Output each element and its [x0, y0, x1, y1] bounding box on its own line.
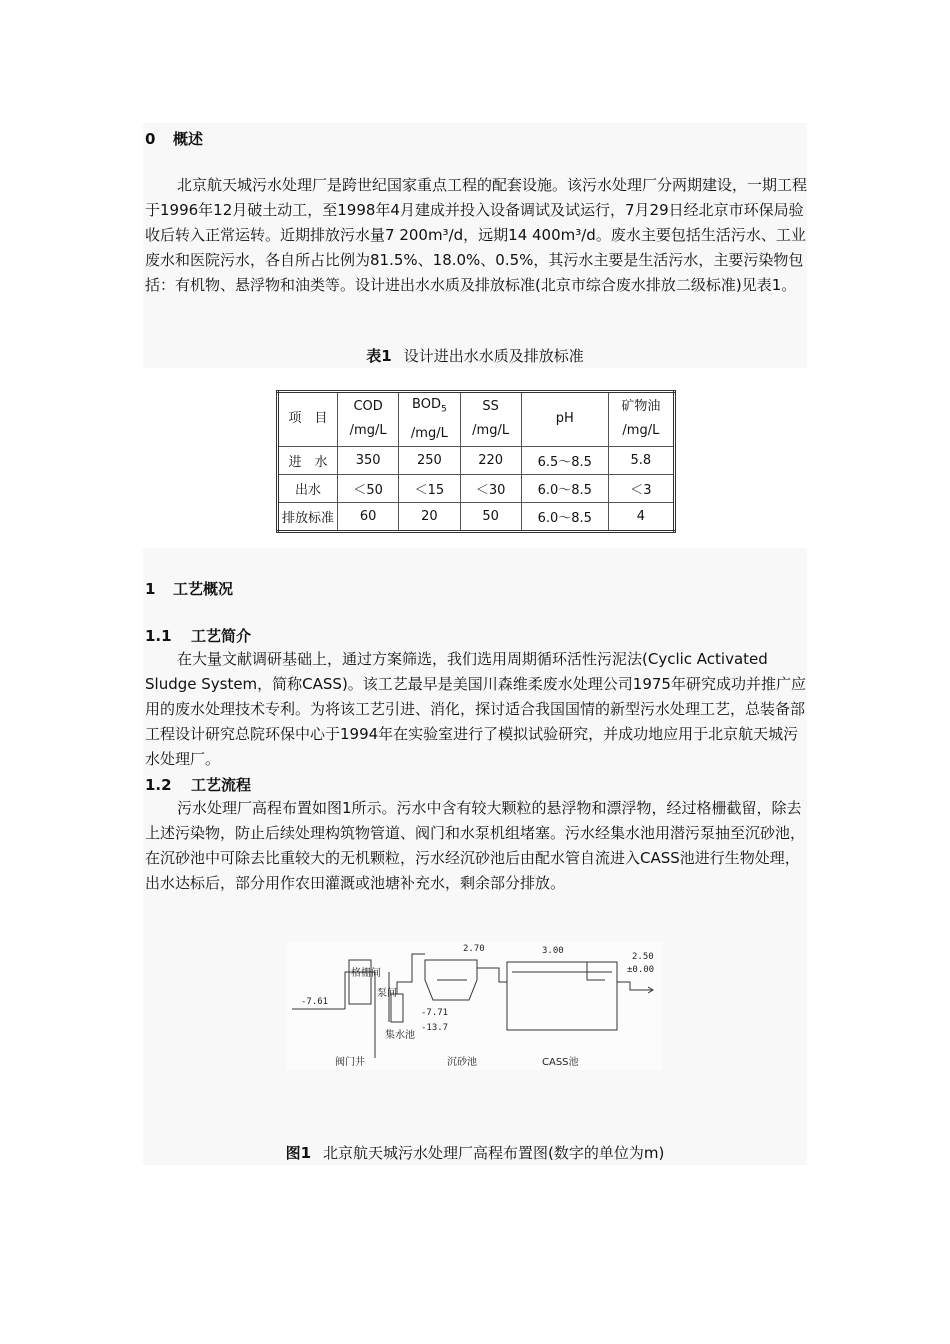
elevation-diagram [287, 942, 662, 1070]
table-cell: 进 水 [278, 446, 338, 474]
section-1-2-paragraph: 污水处理厂高程布置如图1所示。污水中含有较大颗粒的悬浮物和漂浮物，经过格栅截留，除去上述污染物，防止后续处理构筑物管道、阀门和水泵机组堵塞。污水经集水池用潜污泵抽至沉砂池，在沉砂池中可除去比重较大的无机颗粒，污水经沉砂池后由配水管自流进入CASS池进行生物处理，出水达标后，部分用作农田灌溉或池塘补充水，剩余部分排放。 [145, 799, 806, 892]
table-1-label: 表1 [366, 347, 392, 365]
figure-1-title: 北京航天城污水处理厂高程布置图(数字的单位为m) [323, 1144, 665, 1162]
section-0-number: 0 [145, 130, 156, 148]
table-1-caption [143, 345, 807, 366]
header-ss: SS /mg/L [460, 392, 521, 447]
section-1-1-title: 工艺简介 [191, 627, 252, 645]
table-cell: 250 [399, 446, 460, 474]
header-ph: pH [521, 392, 608, 447]
section-0-paragraph: 北京航天城污水处理厂是跨世纪国家重点工程的配套设施。该污水处理厂分两期建设，一期工程于1996年12月破土动工，至1998年4月建成并投入设备调试及试运行，7月29日经北京市环保局验收后转入正常运转。近期排放污水量7 200m³/d，远期14 400m³/d。废水主要包括生活污水、工业废水和医院污水，各自所占比例为81.5%、18.0%、0.5%，其污水主要是生活污水，主要污染物包括：有机物、悬浮物和油类等。设计进出水水质及排放标准(北京市综合废水排放二级标准)见表1。 [145, 176, 808, 294]
table-cell: 4 [608, 502, 674, 531]
table-cell: 5.8 [608, 446, 674, 474]
table-cell: 350 [338, 446, 399, 474]
elevation-diagram-drawing [287, 942, 662, 1070]
table-1-title: 设计进出水水质及排放标准 [403, 347, 584, 365]
section-1-2-number: 1.2 [145, 776, 172, 794]
section-0-heading [145, 128, 203, 149]
valve-well-label: 阀门井 [335, 1057, 365, 1068]
table-cell: ＜3 [608, 474, 674, 502]
elevation-label: 3.00 [542, 946, 564, 956]
table-cell: 50 [460, 502, 521, 531]
section-1-1-paragraph: 在大量文献调研基础上，通过方案筛选，我们选用周期循环活性污泥法(Cyclic Activated Sludge System，简称CASS)。该工艺最早是美国川森维柔废水处理公司1975年研究成功并推广应用的废水处理技术专利。为将该工艺引进、消化，探讨适合我国国情的新型污水处理工艺，总装备部工程设计研究总院环保中心于1994年在实验室进行了模拟试验研究，并成功地应用于北京航天城污水处理厂。 [145, 650, 806, 768]
table-cell: 220 [460, 446, 521, 474]
table-row [278, 446, 675, 474]
section-1-title: 工艺概况 [173, 580, 234, 598]
section-0-title: 概述 [173, 130, 204, 148]
table-cell: 6.0～8.5 [521, 502, 608, 531]
table-cell: 出水 [278, 474, 338, 502]
table-cell: ＜30 [460, 474, 521, 502]
pump-room-label: 泵间 [377, 988, 397, 999]
sump-label: 集水池 [385, 1030, 415, 1041]
section-1-1-number: 1.1 [145, 627, 172, 645]
table-cell: 6.5～8.5 [521, 446, 608, 474]
section-1-number: 1 [145, 580, 156, 598]
table-cell: 20 [399, 502, 460, 531]
figure-1-label: 图1 [285, 1144, 312, 1162]
table-cell: ＜15 [399, 474, 460, 502]
header-cod: COD /mg/L [338, 392, 399, 447]
section-1-1-heading [145, 625, 251, 646]
grit-chamber-label: 沉砂池 [447, 1057, 477, 1068]
section-1-2-title: 工艺流程 [191, 776, 252, 794]
section-1-heading [145, 578, 233, 599]
table-cell: 6.0～8.5 [521, 474, 608, 502]
grille-room-label: 格栅间 [351, 968, 381, 979]
table-cell: ＜50 [338, 474, 399, 502]
standards-table [276, 390, 676, 533]
elevation-label: ±0.00 [627, 965, 655, 975]
table-cell: 60 [338, 502, 399, 531]
cass-tank-label: CASS池 [542, 1057, 579, 1068]
table-row [278, 502, 675, 531]
header-bod: $BOD_5$ /mg/L [399, 392, 460, 447]
header-mineral-oil: 矿物油 /mg/L [608, 392, 674, 447]
table-cell: 排放标准 [278, 502, 338, 531]
figure-1-caption [143, 1142, 807, 1163]
section-1-2-heading [145, 774, 251, 795]
elevation-label: -13.7 [421, 1023, 449, 1033]
elevation-label: 2.50 [632, 952, 654, 962]
table-header-row [278, 392, 675, 447]
table-row [278, 474, 675, 502]
elevation-label: 2.70 [463, 944, 485, 954]
elevation-label: -7.61 [301, 997, 329, 1007]
header-item: 项 目 [278, 392, 338, 447]
elevation-label: -7.71 [421, 1008, 449, 1018]
